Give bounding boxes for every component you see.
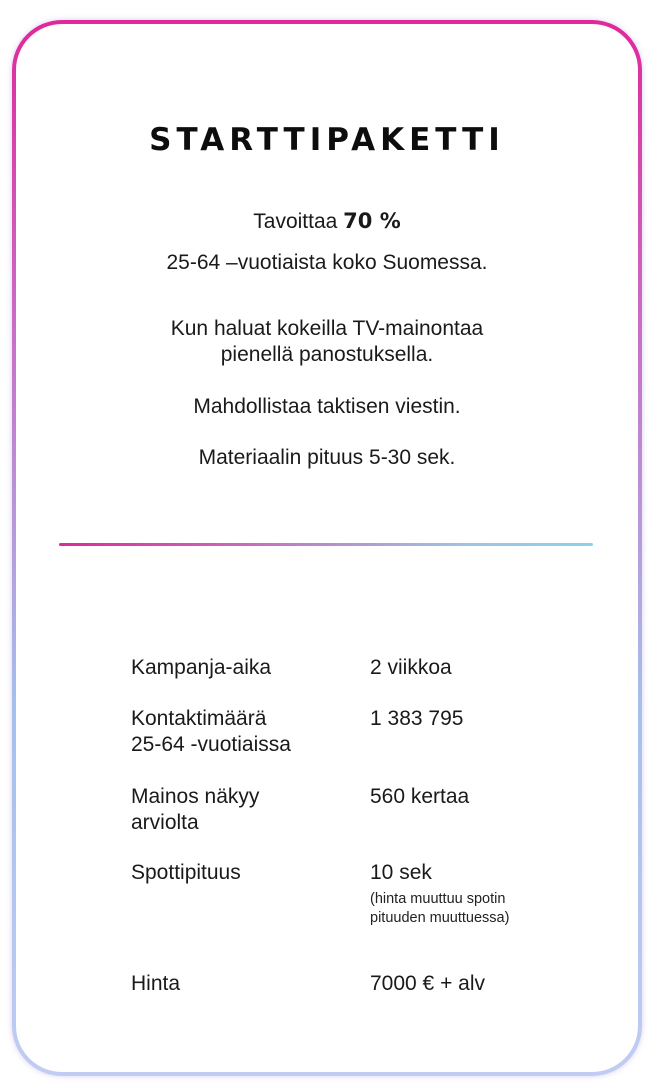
package-title: STARTTIPAKETTI [149, 122, 505, 158]
spec-value: 560 kertaa [370, 785, 470, 808]
purpose-text [16, 316, 638, 368]
reach-prefix: Tavoittaa [253, 210, 344, 233]
spec-label-line-2: arviolta [131, 811, 199, 834]
spec-note [370, 890, 600, 928]
section-divider [59, 543, 593, 546]
spec-label: Kampanja-aika [131, 656, 272, 679]
spec-label-line-1: Kontaktimäärä [131, 707, 267, 730]
purpose-line-2: pienellä panostuksella. [220, 343, 434, 366]
spec-label: Hinta [131, 972, 181, 995]
purpose-line-1: Kun haluat kokeilla TV-mainontaa [170, 317, 484, 340]
spec-label [131, 706, 361, 758]
spec-note-line-2: pituuden muuttuessa) [370, 910, 510, 926]
spec-value: 1 383 795 [370, 707, 464, 730]
reach-line [16, 208, 638, 235]
spec-label-line-2: 25-64 -vuotiaissa [131, 733, 291, 756]
spec-label [131, 784, 361, 836]
spec-value: 7000 € + alv [370, 972, 486, 995]
reach-target-line: 25-64 –vuotiaista koko Suomessa. [166, 251, 488, 274]
spec-label-line-1: Mainos näkyy [131, 785, 260, 808]
spec-value: 2 viikkoa [370, 656, 452, 679]
material-length-text: Materiaalin pituus 5-30 sek. [198, 446, 456, 469]
spec-value-group [370, 860, 600, 928]
tactical-text: Mahdollistaa taktisen viestin. [193, 395, 461, 418]
spec-label: Spottipituus [131, 861, 241, 884]
spec-note-line-1: (hinta muuttuu spotin [370, 891, 506, 907]
reach-percentage: 70 % [343, 209, 401, 233]
spec-value: 10 sek [370, 861, 432, 884]
